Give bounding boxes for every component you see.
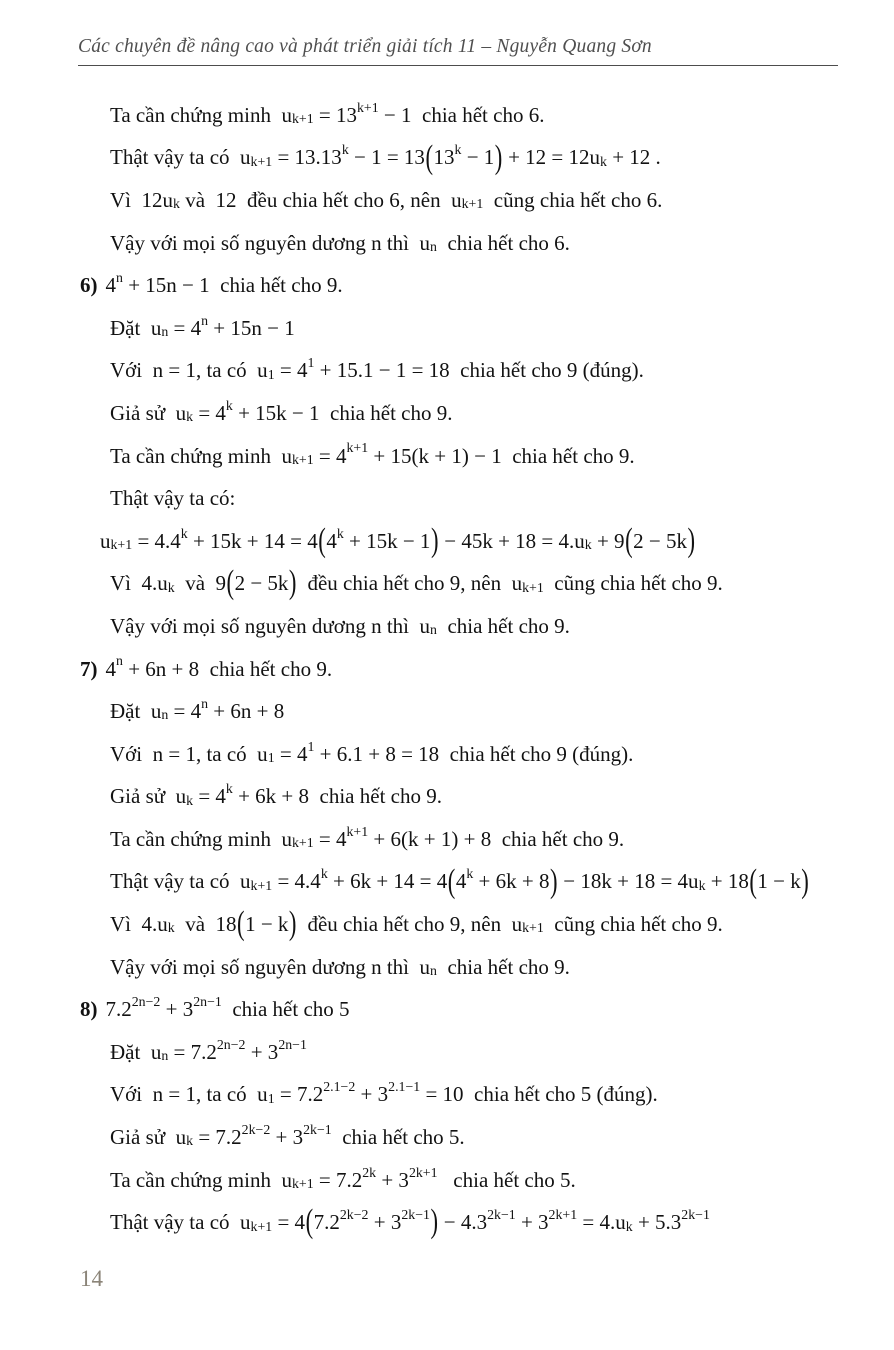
text-line: Đặt u $_n$ = 4 $^n$ + 15n − 1 (110, 312, 295, 340)
text-line: Ta cần chứng minh u $_{k+1}$ = 7.2 $^{2k}$ + 3 $^{2k+1}$ chia hết cho 5. (110, 1164, 576, 1192)
text-line: Thật vậy ta có: (110, 486, 236, 511)
text-line: Thật vậy ta có u $_{k+1}$ = 4.4 $^k$ + 6k + 14 = 4 ( 4 $^k$ + 6k + 8 ) − 18k + 18 = 4u $_k$ + 18 ( 1 − k ) (110, 861, 809, 899)
text-line: Ta cần chứng minh u $_{k+1}$ = 4 $^{k+1}$ + 6(k + 1) + 8 chia hết cho 9. (110, 823, 625, 851)
page-number: 14 (80, 1266, 103, 1291)
text-line: Vì 4.u $_k$ và 18 ( 1 − k ) đều chia hết cho 9, nên u $_{k+1}$ cũng chia hết cho 9. (110, 903, 723, 942)
text-line: Giả sử u $_k$ = 7.2 $^{2k-2}$ + 3 $^{2k-1}$ chia hết cho 5. (110, 1121, 465, 1150)
text-line: Vậy với mọi số nguyên dương n thì u $_n$ chia hết cho 9. (110, 954, 570, 979)
text-line: Với n = 1, ta có u $_1$ = 4 $^1$ + 6.1 + 8 = 18 chia hết cho 9 (đúng). (110, 738, 634, 766)
text-line: u $_{k+1}$ = 4.4 $^k$ + 15k + 14 = 4 ( 4 $^k$ + 15k − 1 ) − 45k + 18 = 4.u $_k$ + 9 ( 2 − 5k ) (100, 520, 696, 559)
text-line: Đặt u $_n$ = 4 $^n$ + 6n + 8 (110, 696, 285, 724)
page-header (78, 36, 838, 66)
text-line: Vậy với mọi số nguyên dương n thì u $_n$ chia hết cho 9. (110, 613, 570, 638)
text-line: Vậy với mọi số nguyên dương n thì u $_n$ chia hết cho 6. (110, 230, 570, 255)
problem-heading-line: 7) 4 $^n$ + 6n + 8 chia hết cho 9. (80, 653, 333, 681)
text-line: Ta cần chứng minh u $_{k+1}$ = 13 $^{k+1}$ − 1 chia hết cho 6. (110, 99, 545, 127)
content-lines (80, 94, 858, 1244)
text-line: Với n = 1, ta có u $_1$ = 7.2 $^{2.1-2}$ + 3 $^{2.1-1}$ = 10 chia hết cho 5 (đúng). (110, 1079, 658, 1107)
text-line: Giả sử u $_k$ = 4 $^k$ + 15k − 1 chia hết cho 9. (110, 397, 453, 425)
problem-heading-line: 8) 7.2 $^{2n-2}$ + 3 $^{2n-1}$ chia hết cho 5 (80, 994, 350, 1022)
text-line: Thật vậy ta có u $_{k+1}$ = 4 ( 7.2 $^{2k-2}$ + 3 $^{2k-1}$ ) − 4.3 $^{2k-1}$ + 3 $^{2k+1}$ = 4.u $_k$ + 5.3 $^{2k-1}$ (110, 1202, 710, 1240)
text-line: Vì 4.u $_k$ và 9 ( 2 − 5k ) đều chia hết cho 9, nên u $_{k+1}$ cũng chia hết cho 9. (110, 563, 723, 601)
text-line: Thật vậy ta có u $_{k+1}$ = 13.13 $^k$ − 1 = 13 ( 13 $^k$ − 1 ) + 12 = 12u $_k$ + 12 . (110, 137, 661, 175)
text-line: Ta cần chứng minh u $_{k+1}$ = 4 $^{k+1}$ + 15(k + 1) − 1 chia hết cho 9. (110, 440, 635, 468)
item-number: 7) (80, 656, 98, 681)
item-number: 6) (80, 273, 98, 298)
header-title: Các chuyên đề nâng cao và phát triển giải tích 11 – Nguyễn Quang Sơn (78, 36, 652, 57)
text-line: Với n = 1, ta có u $_1$ = 4 $^1$ + 15.1 − 1 = 18 chia hết cho 9 (đúng). (110, 355, 644, 383)
text-line: Vì 12u $_k$ và 12 đều chia hết cho 6, nên u $_{k+1}$ cũng chia hết cho 6. (110, 187, 663, 212)
text-line: Đặt u $_n$ = 7.2 $^{2n-2}$ + 3 $^{2n-1}$ (110, 1036, 307, 1064)
text-line: Giả sử u $_k$ = 4 $^k$ + 6k + 8 chia hết cho 9. (110, 781, 442, 809)
problem-heading-line: 6) 4 $^n$ + 15n − 1 chia hết cho 9. (80, 270, 343, 298)
item-number: 8) (80, 997, 98, 1022)
